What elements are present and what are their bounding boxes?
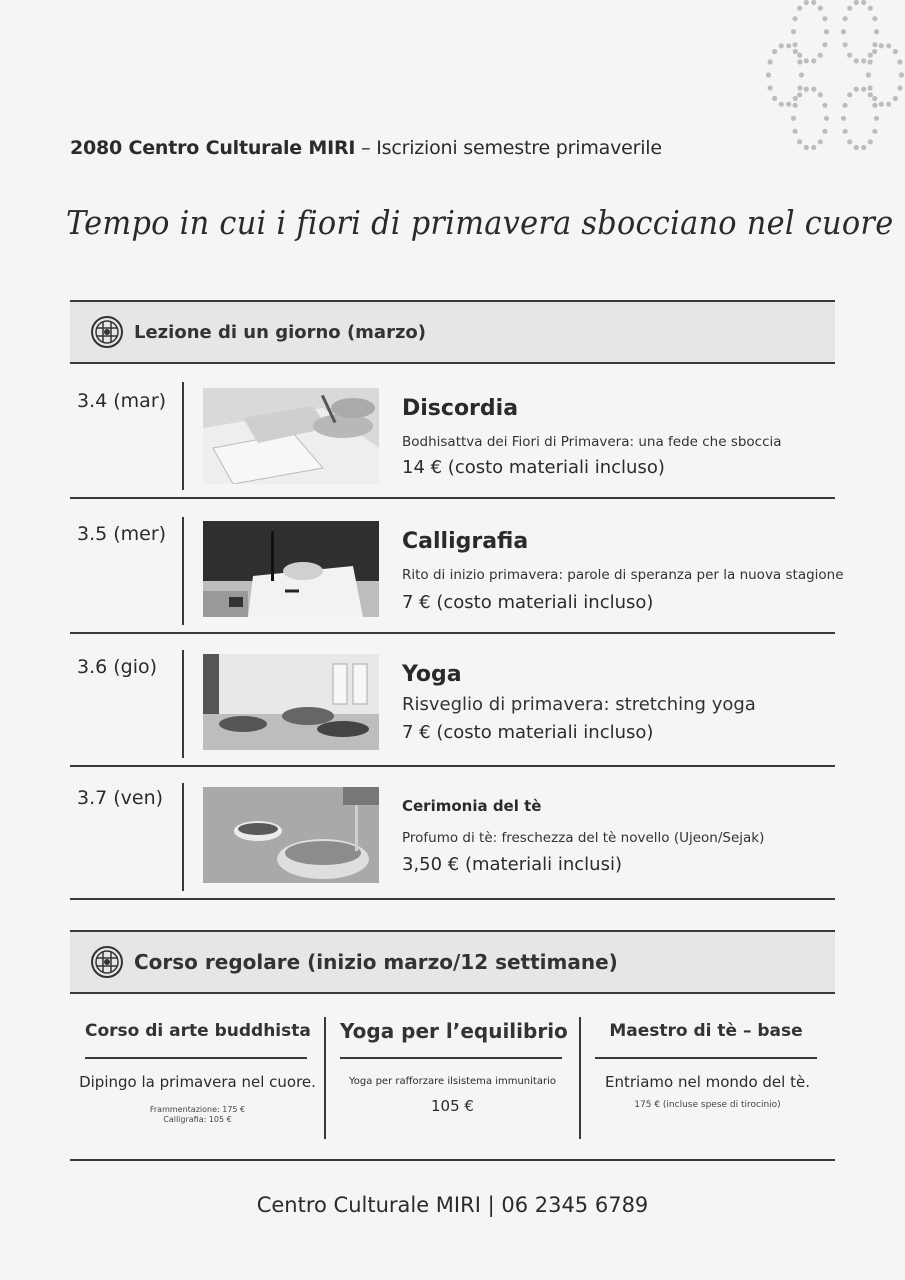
course-description: Entriamo nel mondo del tè. (605, 1073, 810, 1091)
lesson-row (70, 501, 844, 634)
lesson-date: 3.5 (mer) (77, 523, 167, 545)
course-title: Corso di arte buddhista (85, 1021, 307, 1059)
dotted-flower-decoration (705, 0, 905, 200)
organization-name: 2080 Centro Culturale MIRI (70, 137, 356, 159)
lesson-row (70, 634, 835, 767)
row-divider (182, 650, 184, 758)
headline: Tempo in cui i fiori di primavera sbocciano nel cuore (66, 203, 894, 242)
lesson-description: Risveglio di primavera: stretching yoga (402, 694, 756, 715)
dharma-wheel-emblem-icon (90, 315, 124, 349)
header-subtitle: Iscrizioni semestre primaverile (376, 137, 662, 159)
course-card (325, 993, 580, 1153)
lesson-title: Yoga (402, 662, 462, 687)
row-divider (182, 517, 184, 625)
yoga-class-photo (203, 654, 379, 750)
lesson-title: Calligrafia (402, 529, 529, 554)
section-title: Lezione di un giorno (marzo) (134, 321, 427, 343)
dharma-wheel-emblem-icon (90, 945, 124, 979)
lesson-description: Profumo di tè: freschezza del tè novello (Ujeon/Sejak) (402, 830, 765, 846)
section-title: Corso regolare (inizio marzo/12 settimane) (134, 950, 618, 974)
lesson-price: 14 € (costo materiali incluso) (402, 457, 665, 478)
calligraphy-brush-photo (203, 521, 379, 617)
section-header-one-day (70, 300, 835, 364)
header-separator: – (355, 137, 377, 159)
section-header-regular-course (70, 930, 835, 994)
lesson-title: Discordia (402, 396, 519, 421)
lesson-description: Bodhisattva dei Fiori di Primavera: una fede che sboccia (402, 434, 782, 450)
lesson-price: 7 € (costo materiali incluso) (402, 592, 654, 613)
row-divider (182, 783, 184, 891)
course-card (580, 993, 835, 1153)
regular-courses (70, 993, 835, 1161)
course-price: 105 € (431, 1097, 474, 1115)
header-line (70, 137, 662, 159)
lesson-row (70, 366, 835, 499)
lesson-date: 3.6 (gio) (77, 656, 158, 678)
lesson-date: 3.4 (mar) (77, 390, 167, 412)
row-divider (182, 382, 184, 490)
tea-pouring-photo (203, 787, 379, 883)
course-price-line: Frammentazione: 175 € (149, 1105, 246, 1114)
course-price-note: 175 € (incluse spese di tirocinio) (634, 1100, 781, 1110)
course-card (70, 993, 325, 1153)
lesson-title: Cerimonia del tè (402, 797, 542, 815)
lesson-date: 3.7 (ven) (77, 787, 164, 809)
drawing-hands-photo (203, 388, 379, 484)
course-title: Maestro di tè – base (595, 1021, 817, 1059)
course-price-line: Calligrafia: 105 € (163, 1115, 232, 1124)
course-description: Dipingo la primavera nel cuore. (79, 1073, 316, 1091)
lesson-price: 3,50 € (materiali inclusi) (402, 854, 622, 875)
lesson-price: 7 € (costo materiali incluso) (402, 722, 654, 743)
course-title: Yoga per l’equilibrio (340, 1019, 562, 1059)
lesson-row (70, 767, 835, 900)
footer-contact: Centro Culturale MIRI | 06 2345 6789 (256, 1193, 649, 1217)
course-description: Yoga per rafforzare ilsistema immunitario (349, 1076, 556, 1087)
lesson-description: Rito di inizio primavera: parole di speranza per la nuova stagione (402, 567, 844, 583)
